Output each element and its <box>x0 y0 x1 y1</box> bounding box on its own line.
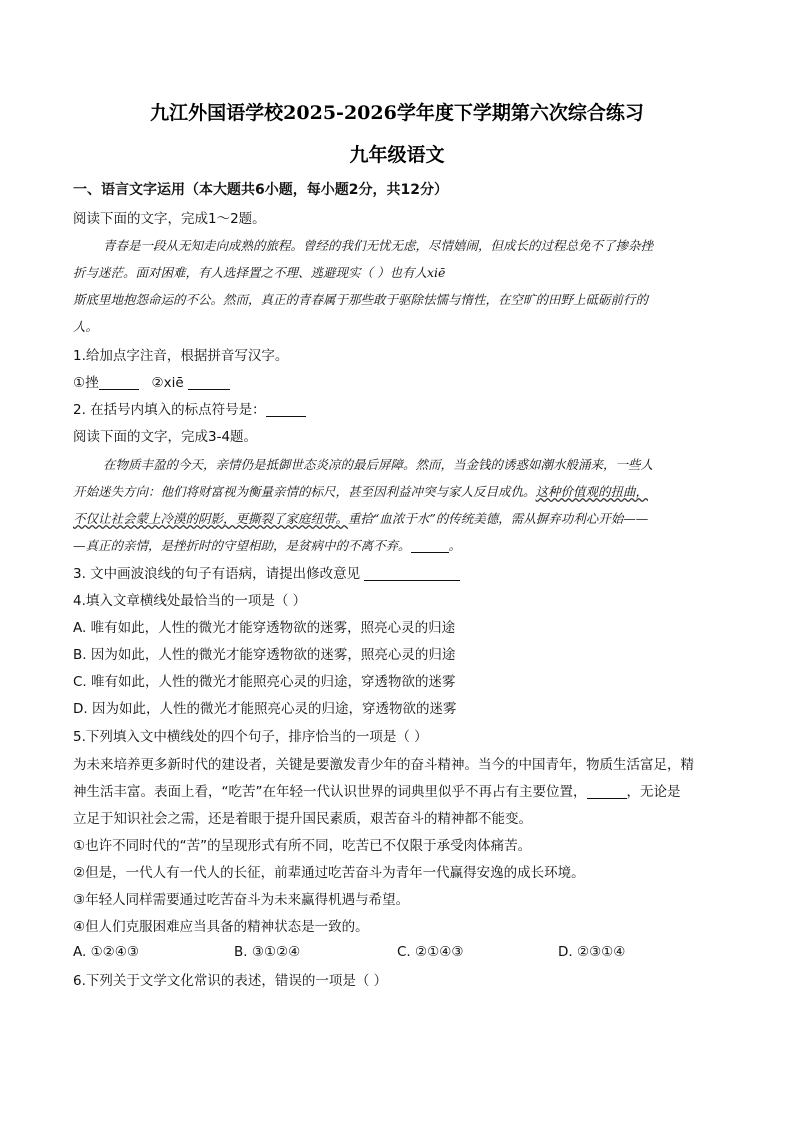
question-4-option-c[interactable]: C. 唯有如此，人性的微光才能照亮心灵的归途，穿透物欲的迷雾 <box>73 674 456 690</box>
page-subtitle: 九年级语文 <box>349 144 445 166</box>
question-4: 4.填入文章横线处最恰当的一项是（ ） <box>73 593 307 609</box>
wavy-sentence-part2: 不仅让社会蒙上冷漠的阴影，更撕裂了家庭纽带。 <box>73 511 349 526</box>
question-5-para-line2 <box>73 782 721 802</box>
question-3-text: 3. 文中画波浪线的句子有语病，请提出修改意见 <box>73 566 361 582</box>
passage1-line4: 人。 <box>73 319 99 334</box>
reading-intro-2: 阅读下面的文字，完成3-4题。 <box>73 429 258 445</box>
question-1-part-a: ①挫 <box>73 375 99 391</box>
question-1-part-b: ②xiē <box>151 375 184 391</box>
question-5-option-b[interactable]: B. ③①②④ <box>234 944 301 960</box>
period-mark: 。 <box>448 538 462 553</box>
question-1-parts <box>73 373 721 393</box>
question-2-text: 2. 在括号内填入的标点符号是： <box>73 402 266 418</box>
answer-blank-2[interactable] <box>266 402 306 417</box>
question-4-option-b[interactable]: B. 因为如此，人性的微光才能穿透物欲的迷雾，照亮心灵的归途 <box>73 647 456 663</box>
passage2-line2 <box>73 482 721 502</box>
question-5-para-line1: 为未来培养更多新时代的建设者，关键是要激发青少年的奋斗精神。当今的中国青年，物质生活富足，精 <box>73 757 694 773</box>
answer-blank-3[interactable] <box>364 566 460 581</box>
passage-blank[interactable] <box>411 538 449 553</box>
passage2-line1: 在物质丰盈的今天，亲情仍是抵御世态炎凉的最后屏障。然而，当金钱的诱惑如潮水般涌来，一些人 <box>103 457 654 472</box>
passage1-line3: 斯底里地抱怨命运的不公。然而，真正的青春属于那些敢于驱除怯懦与惰性，在空旷的田野上砥砺前行的 <box>73 292 649 307</box>
question-5-sentence-4: ④但人们克服困难应当具备的精神状态是一致的。 <box>73 919 369 935</box>
reading-intro-1: 阅读下面的文字，完成1～2题。 <box>73 211 266 227</box>
question-4-option-a[interactable]: A. 唯有如此，人性的微光才能穿透物欲的迷雾，照亮心灵的归途 <box>73 620 456 636</box>
question-5-sentence-1: ①也许不同时代的“苦”的呈现形式有所不同，吃苦已不仅限于承受肉体痛苦。 <box>73 838 532 854</box>
question-5-option-a[interactable]: A. ①②④③ <box>73 944 139 960</box>
question-3 <box>73 564 721 584</box>
question-4-option-d[interactable]: D. 因为如此，人性的微光才能照亮心灵的归途，穿透物欲的迷雾 <box>73 701 457 717</box>
question-5-sentence-2: ②但是，一代人有一代人的长征，前辈通过吃苦奋斗为青年一代赢得安逸的成长环境。 <box>73 865 585 881</box>
passage-blank-5[interactable] <box>587 784 627 799</box>
section-header: 一、语言文字运用（本大题共6小题，每小题2分，共12分） <box>73 182 448 198</box>
passage1-line1: 青春是一段从无知走向成熟的旅程。曾经的我们无忧无虑，尽情嬉闹，但成长的过程总免不了掺杂挫 <box>103 238 654 253</box>
question-5: 5.下列填入文中横线处的四个句子，排序恰当的一项是（ ） <box>73 729 428 745</box>
answer-blank-1a[interactable] <box>99 375 139 390</box>
wavy-sentence-part1: 这种价值观的扭曲， <box>535 484 649 499</box>
question-5-option-d[interactable]: D. ②③①④ <box>558 944 626 960</box>
question-5-sentence-3: ③年轻人同样需要通过吃苦奋斗为未来赢得机遇与希望。 <box>73 892 410 908</box>
page-title: 九江外国语学校2025-2026学年度下学期第六次综合练习 <box>150 102 644 124</box>
passage2-line3-text: 重拾“血浓于水”的传统美德，需从摒弃功利心开始—— <box>348 511 649 526</box>
passage2-line4-text: —真正的亲情，是挫折时的守望相助，是贫病中的不离不弃。 <box>73 538 411 553</box>
question-2 <box>73 400 721 420</box>
question-5-option-c[interactable]: C. ②①④③ <box>397 944 464 960</box>
passage2-line2-text: 开始迷失方向：他们将财富视为衡量亲情的标尺，甚至因利益冲突与家人反目成仇。 <box>73 484 536 499</box>
answer-blank-1b[interactable] <box>188 375 230 390</box>
question-5-para-tail: ，无论是 <box>626 784 681 800</box>
question-5-para-line3: 立足于知识社会之需，还是着眼于提升国民素质，艰苦奋斗的精神都不能变。 <box>73 811 532 827</box>
passage1-line2: 折与迷茫。面对困难，有人选择置之不理、逃避现实（ ）也有人xiē <box>73 265 446 280</box>
question-1: 1.给加点字注音，根据拼音写汉字。 <box>73 348 289 364</box>
passage2-line3 <box>73 509 721 529</box>
question-6: 6.下列关于文学文化常识的表述，错误的一项是（ ） <box>73 973 388 989</box>
passage2-line4 <box>73 536 721 556</box>
question-5-para-text: 神生活丰富。表面上看，“吃苦”在年轻一代认识世界的词典里似乎不再占有主要位置， <box>73 784 587 800</box>
